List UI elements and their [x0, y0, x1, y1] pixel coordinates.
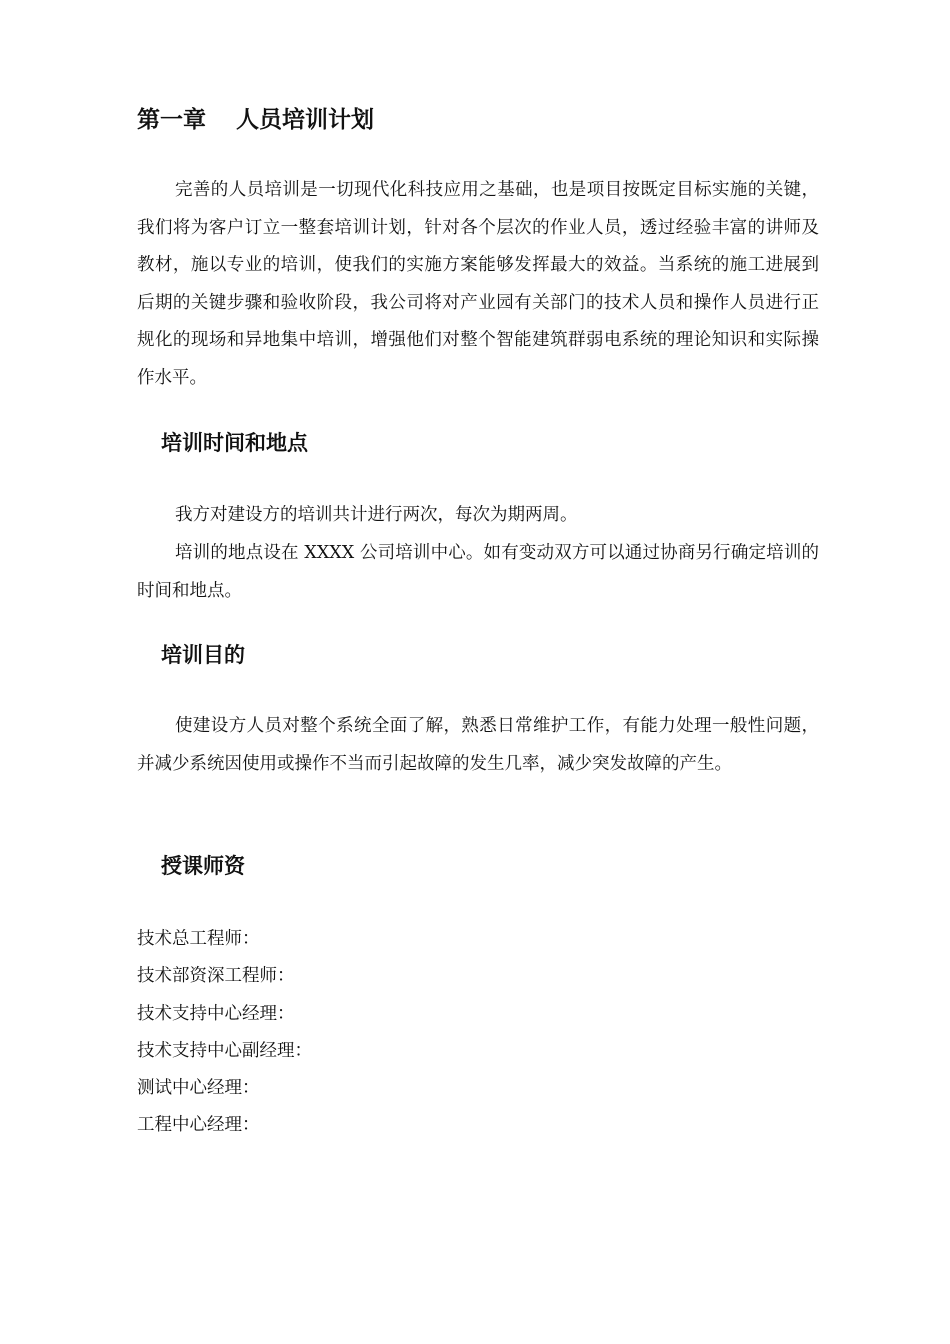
instructor-item: 测试中心经理： — [137, 1078, 260, 1099]
section-heading-time-place: 培训时间和地点 — [161, 431, 308, 455]
section-heading-purpose: 培训目的 — [161, 643, 245, 667]
instructor-item: 技术支持中心经理： — [137, 1003, 295, 1024]
instructor-item: 技术总工程师： — [137, 929, 260, 949]
section-heading-instructors: 授课师资 — [161, 854, 245, 878]
instructor-item: 工程中心经理： — [137, 1115, 260, 1136]
instructor-item: 技术支持中心副经理： — [137, 1040, 312, 1061]
time-place-paragraph-2: 培训的地点设在 XXXX 公司培训中心。如有变动双方可以通过协商另行确定培训的时间和地点。 — [137, 543, 819, 601]
instructor-list — [137, 921, 312, 1145]
chapter-heading — [137, 102, 374, 138]
instructor-item: 技术部资深工程师： — [137, 966, 295, 987]
chapter-number: 第一章 — [137, 107, 206, 133]
purpose-paragraph: 使建设方人员对整个系统全面了解，熟悉日常维护工作，有能力处理一般性问题，并减少系统因使用或操作不当而引起故障的发生几率，减少突发故障的产生。 — [137, 716, 819, 774]
intro-paragraph: 完善的人员培训是一切现代化科技应用之基础，也是项目按既定目标实施的关键，我们将为客户订立一整套培训计划，针对各个层次的作业人员，透过经验丰富的讲师及教材，施以专业的培训，使我们的实施方案能够发挥最大的效益。当系统的施工进展到后期的关键步骤和验收阶段，我公司将对产业园有关部门的技术人员和操作人员进行正规化的现场和异地集中培训，增强他们对整个智能建筑群弱电系统的理论知识和实际操作水平。 — [137, 180, 819, 388]
chapter-title: 人员培训计划 — [236, 107, 374, 133]
time-place-paragraph-1: 我方对建设方的培训共计进行两次，每次为期两周。 — [175, 505, 578, 525]
